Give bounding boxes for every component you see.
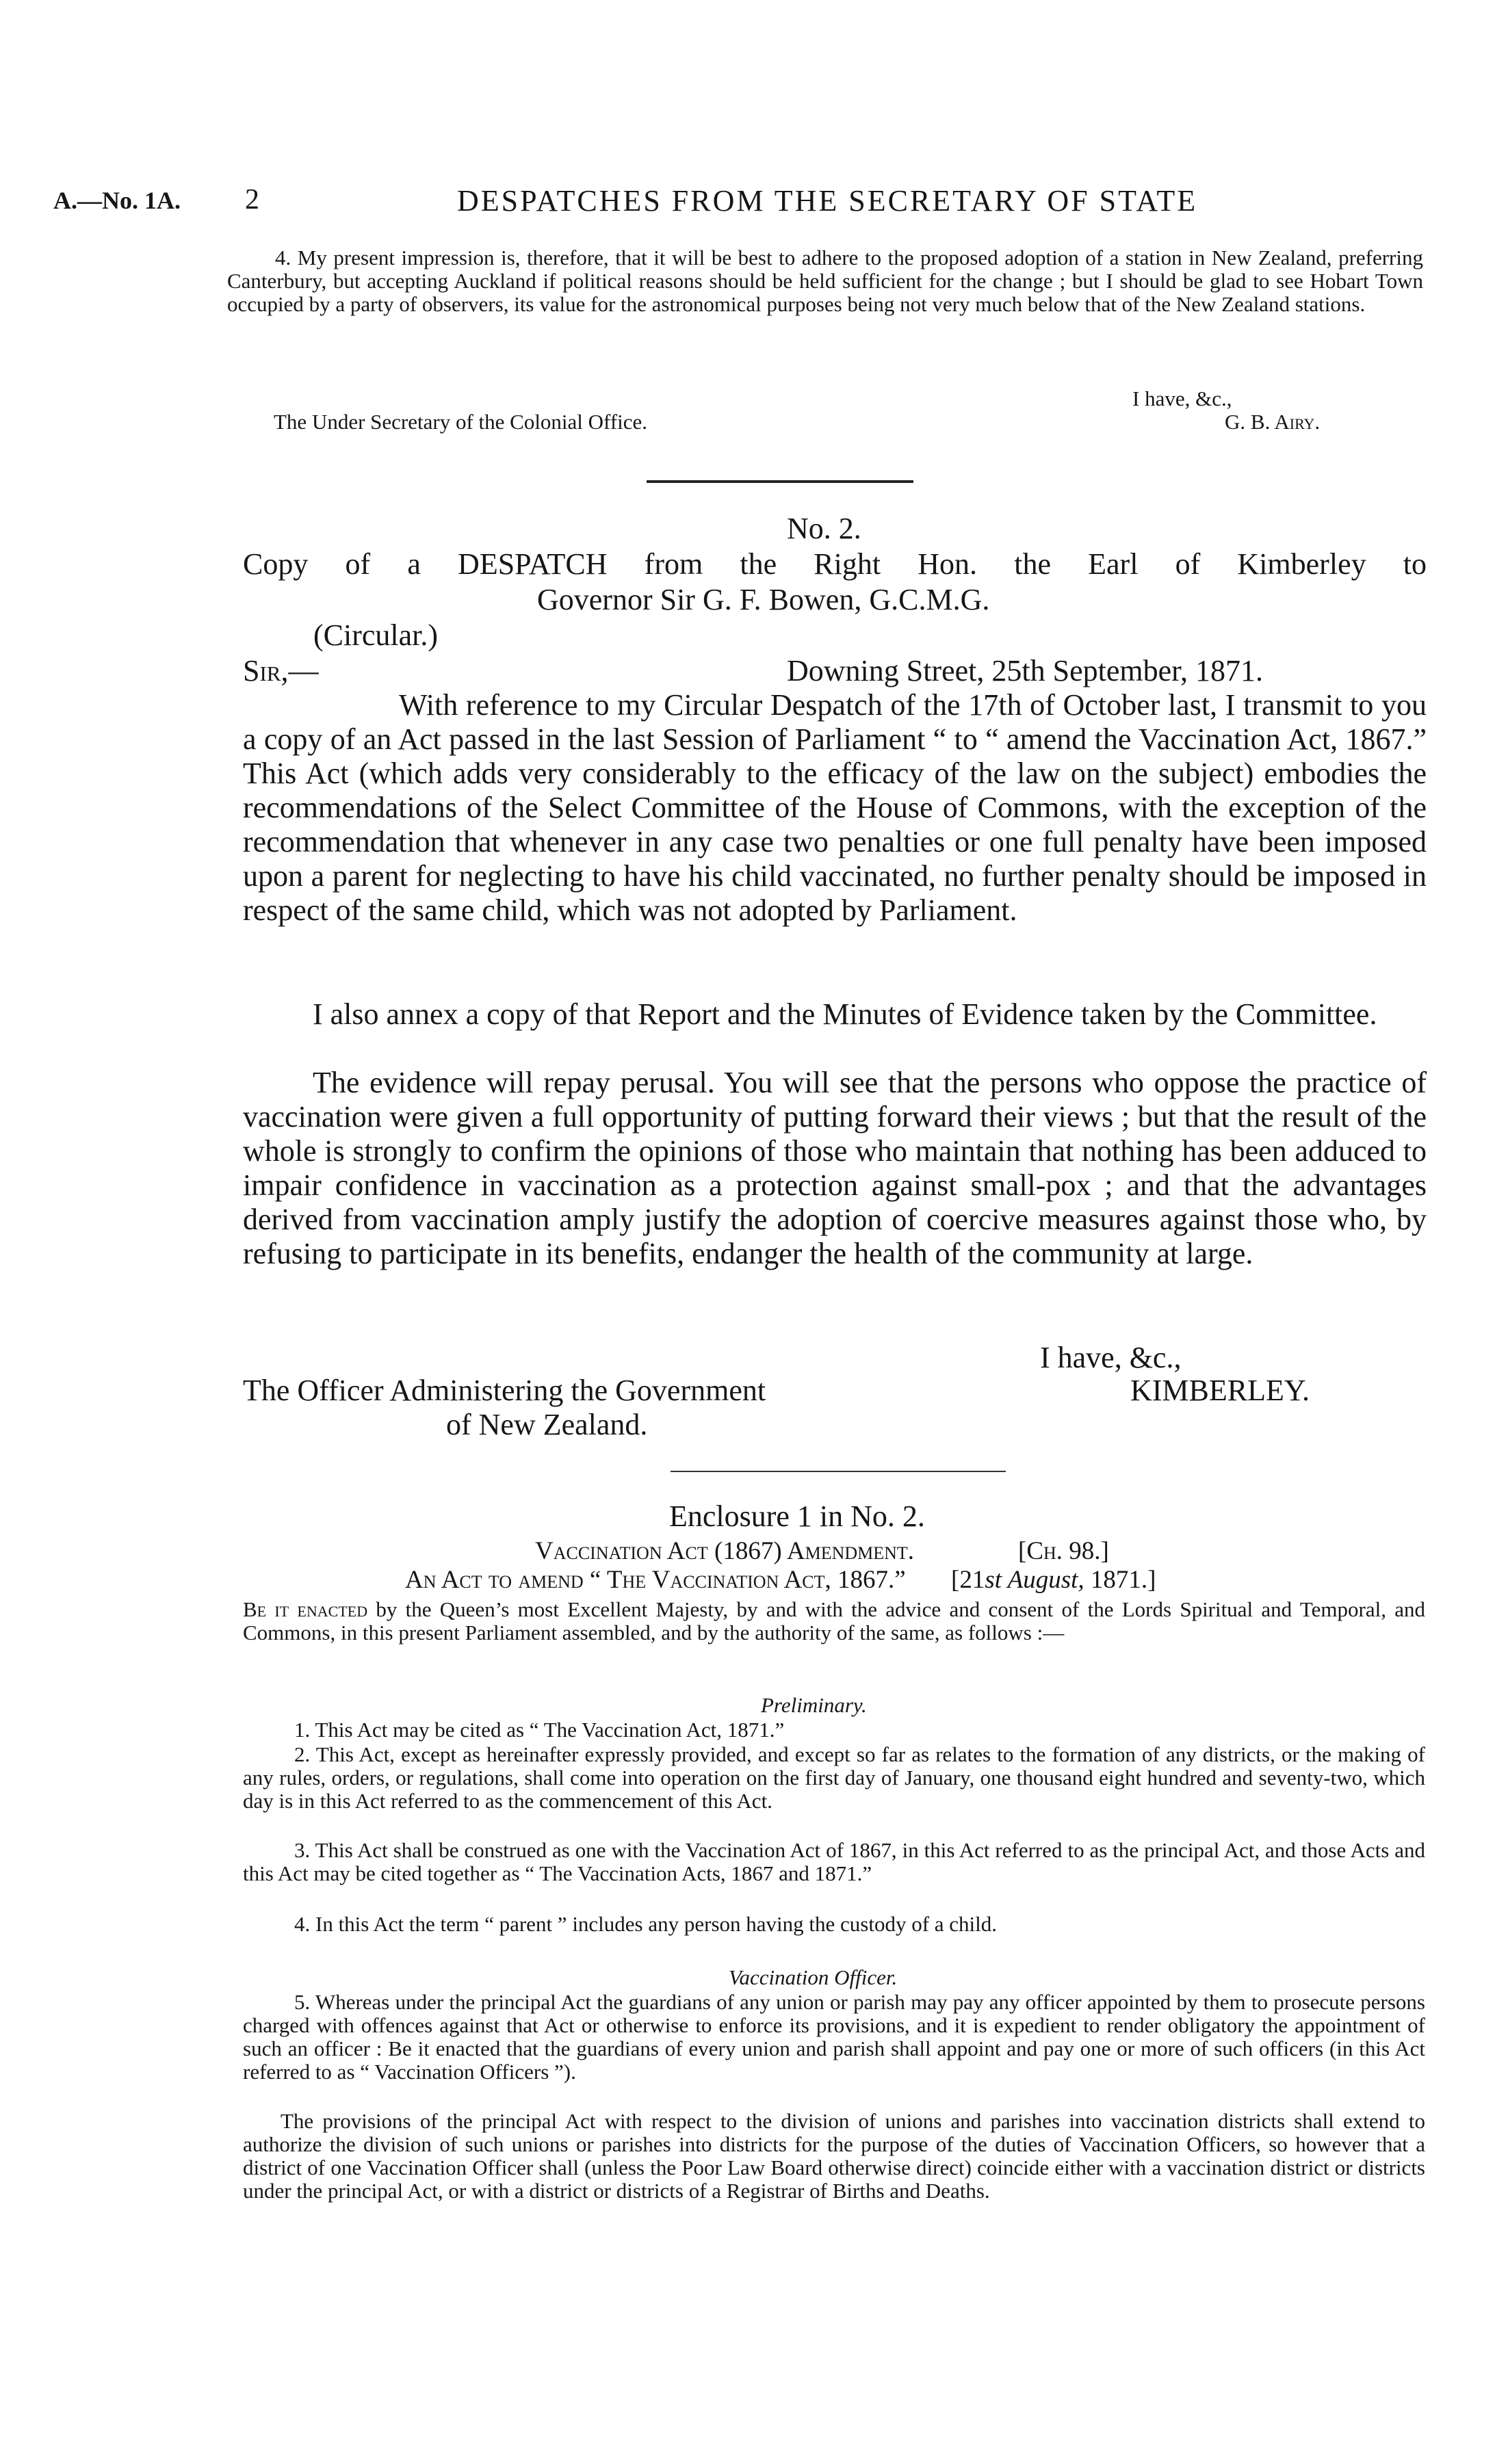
act-section-3: 3. This Act shall be construed as one with the Vaccination Act of 1867, in this Act referred to as the principal Act, and those Acts and this Act may be cited together as “ The Vaccination Acts, 1867 and 1871.” [243, 1838, 1425, 1885]
despatch-addressee-line-2: of New Zealand. [446, 1408, 648, 1441]
despatch-addressee-line-1: The Officer Administering the Government [243, 1374, 766, 1407]
despatch-paragraph-2: I also annex a copy of that Report and the Minutes of Evidence taken by the Committee. [313, 997, 1377, 1031]
act-title: Vaccination Act (1867) Amendment. [535, 1537, 915, 1565]
act-date [951, 1567, 1156, 1594]
running-header [53, 186, 1422, 227]
despatch-closing: I have, &c., [1040, 1341, 1182, 1374]
header-page-number: 2 [245, 184, 259, 215]
header-title: DESPATCHES FROM THE SECRETARY OF STATE [457, 184, 1198, 218]
act-section-4: 4. In this Act the term “ parent ” includes any person having the custody of a child. [294, 1912, 998, 1936]
despatch-number: No. 2. [787, 512, 861, 545]
enacting-clause [243, 1598, 1425, 1644]
despatch-place-date: Downing Street, 25th September, 1871. [787, 654, 1264, 687]
act-section-1: 1. This Act may be cited as “ The Vaccination Act, 1871.” [294, 1718, 785, 1742]
enacting-clause-lead: Be it enacted [243, 1597, 368, 1621]
act-long-title-text: An Act to amend “ The Vaccination Act, 1867.” [405, 1566, 906, 1594]
act-long-title [405, 1567, 906, 1594]
act-date-italic: st August, [985, 1566, 1084, 1594]
section-divider [647, 480, 913, 483]
despatch-salutation: Sir,— [243, 654, 319, 687]
enacting-clause-text: by the Queen’s most Excellent Majesty, by and with the advice and consent of the Lords Spiritual and Temporal, and Commons, in this present Parliament assembled, and by the authority of the same, as follows :— [243, 1597, 1425, 1644]
despatch-paragraph-1: With reference to my Circular Despatch of the 17th of October last, I transmit to you a copy of an Act passed in the last Session of Parliament “ to “ amend the Vaccination Act, 1867.” This Act (which adds very considerably to the efficacy of the law on the subject) embodies the recommendations of the Select Committee of the House of Commons, with the exception of the recommendation that whenever in any case two penalties or one full penalty have been imposed upon a parent for neglecting to have his child vaccinated, no further penalty should be imposed in respect of the same child, which was not adopted by Parliament. [243, 688, 1427, 927]
act-section-2: 2. This Act, except as hereinafter expressly provided, and except so far as relates to the formation of any districts, or the making of any rules, orders, or regulations, shall come into operation on the first day of January, one thousand eight hundred and seventy-two, which day is in this Act referred to as the commencement of this Act. [243, 1742, 1425, 1813]
act-section-5-continued: The provisions of the principal Act with respect to the division of unions and parishes into vaccination districts shall extend to authorize the division of such unions or parishes into districts for the purpose of the duties of Vaccination Officers, so however that a district of one Vaccination Officer shall (unless the Poor Law Board otherwise direct) coincide either with a vaccination district or districts under the principal Act, or with a district or districts of a Registrar of Births and Deaths. [243, 2109, 1425, 2203]
despatch-circular: (Circular.) [313, 618, 439, 652]
enclosure-divider [671, 1471, 1006, 1472]
preliminary-heading: Preliminary. [761, 1693, 867, 1717]
despatch-title-line-1: Copy of a DESPATCH from the Right Hon. the Earl of Kimberley to [243, 547, 1427, 581]
act-section-5: 5. Whereas under the principal Act the guardians of any union or parish may pay any officer appointed by them to prosecute persons charged with offences against that Act or otherwise to enforce its provisions, and it is expedient to render obligatory the appointment of such an officer : Be it enacted that the guardians of every union and parish shall appoint and pay one or more of such officers (in this Act referred to as “ Vaccination Officers ”). [243, 1990, 1425, 2084]
despatch-paragraph-3: The evidence will repay perusal. You will see that the persons who oppose the practice of vaccination were given a full opportunity of putting forward their views ; but that the result of the whole is strongly to confirm the opinions of those who maintain that nothing has been adduced to impair confidence in vaccination as a protection against small-pox ; and that the advantages derived from vaccination amply justify the adoption of coercive measures against those who, by refusing to participate in its benefits, endanger the health of the community at large. [243, 1066, 1427, 1270]
enclosure-heading: Enclosure 1 in No. 2. [669, 1499, 925, 1533]
airy-paragraph-4: 4. My present impression is, therefore, that it will be best to adhere to the proposed adoption of a station in New Zealand, preferring Canterbury, but accepting Auckland if political reasons should be held sufficient for the change ; but I should be glad to see Hobart Town occupied by a party of observers, its value for the astronomical purposes being not very much below that of the New Zealand stations. [227, 246, 1423, 316]
act-date-close: 1871.] [1084, 1566, 1156, 1594]
airy-addressee: The Under Secretary of the Colonial Office. [274, 410, 648, 434]
vaccination-officer-heading: Vaccination Officer. [729, 1965, 898, 1989]
act-date-open: [21 [951, 1566, 985, 1594]
despatch-signature: KIMBERLEY. [1130, 1374, 1310, 1407]
airy-signature: G. B. Airy. [1225, 410, 1321, 434]
airy-closing: I have, &c., [1132, 386, 1232, 410]
despatch-title-line-2: Governor Sir G. F. Bowen, G.C.M.G. [537, 583, 990, 616]
act-chapter: [Ch. 98.] [1018, 1537, 1109, 1565]
header-reference: A.—No. 1A. [53, 187, 181, 214]
